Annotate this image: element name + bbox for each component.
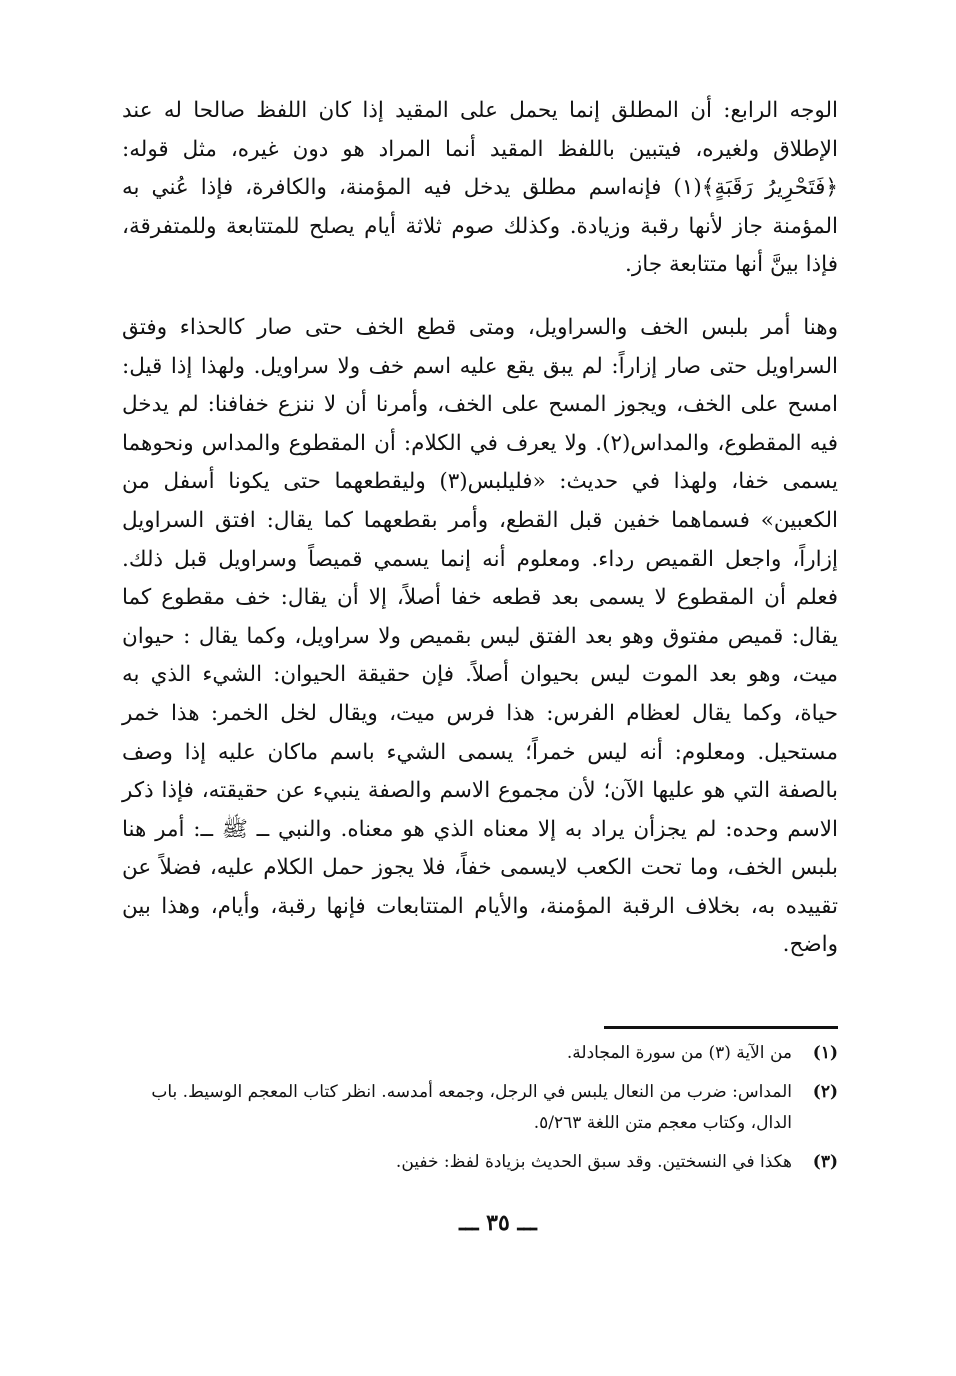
main-text bbox=[122, 92, 838, 965]
footnote-text: من الآية (٣) من سورة المجادلة. bbox=[566, 1043, 792, 1063]
footnote-2 bbox=[122, 1077, 838, 1139]
footnote-number: (٢) bbox=[812, 1082, 838, 1102]
footnote-number: (١) bbox=[812, 1043, 838, 1063]
footnote-separator bbox=[604, 1026, 838, 1029]
paragraph-1: الوجه الرابع: أن المطلق إنما يحمل على المقيد إذا كان اللفظ صالحا له عند الإطلاق ولغيره، فيتبين باللفظ المقيد أنما المراد هو دون غيره، مثل قوله: ﴿فَتَحْرِيرُ رَقَبَةٍ﴾(١) فإنه‌اسم مطلق يدخل فيه المؤمنة، والكافرة، فإذا عُني به المؤمنة جاز لأنها رقبة وزيادة. وكذلك صوم ثلاثة أيام يصلح للمتتابعة وللمتفرقة، فإذا بينَّ أنها متتابعة جاز. bbox=[122, 98, 838, 278]
footnote-3 bbox=[122, 1147, 838, 1178]
footnote-text: هكذا في النسختين. وقد سبق الحديث بزيادة لفظ: خفين. bbox=[395, 1152, 792, 1172]
paragraph-2: وهنا أمر بلبس الخف والسراويل، ومتى قطع الخف حتى صار كالحذاء وفتق السراويل حتى صار إزاراً: لم يبق يقع عليه اسم خف ولا سراويل. ولهذا إذا قيل: امسح على الخف، ويجوز المسح على الخف، وأمرنا أن لا ننزع خفافنا: لم يدخل فيه المقطوع، والمداس(٢). ولا يعرف في الكلام: أن المقطوع والمداس ونحوهما يسمى خفا، ولهذا في حديث: «فليلبس(٣) وليقطعهما حتى يكونا أسفل من الكعبين» فسماهما خفين قبل القطع، وأمر بقطعهما كما يقال: افتق السراويل إزاراً، واجعل القميص رداء. ومعلوم أنه إنما يسمي قميصاً وسراويل قبل ذلك. فعلم أن المقطوع لا يسمى بعد قطعه خفا أصلاً، إلا أن يقال: خف مقطوع كما يقال: قميص مفتوق وهو بعد الفتق ليس بقميص ولا سراويل، وكما يقال : حيوان ميت، وهو بعد الموت ليس بحيوان أصلاً. فإن حقيقة الحيوان: الشيء الذي به حياة، وكما يقال لعظام الفرس: هذا فرس ميت، ويقال لخل الخمر: هذا خمر مستحيل. ومعلوم: أنه ليس خمراً؛ يسمى الشيء باسم ماكان عليه إذا وصف بالصفة التي هو عليها الآن؛ لأن مجموع الاسم والصفة ينبيء عن حقيقته، فإذا ذكر الاسم وحده: لم يجزأن يراد به إلا معناه الذي هو معناه. والنبي ــ ﷺ ــ: أمر هنا بلبس الخف، وما تحت الكعب لايسمى خفاً، فلا يجوز حمل الكلام عليه، فضلاً عن تقييده به، بخلاف الرقبة المؤمنة، والأيام المتتابعات فإنها رقبة، وأيام، وهذا بين واضح. bbox=[122, 314, 839, 958]
footnote-text: المداس: ضرب من النعال يلبس في الرجل، وجمعه أمدسه. انظر كتاب المعجم الوسيط. باب الدال، وكتاب معجم متن اللغة ٥/٢٦٣. bbox=[151, 1082, 792, 1133]
page-number: ـــ ٣٥ ـــ bbox=[459, 1210, 537, 1236]
footnote-number: (٣) bbox=[812, 1152, 838, 1172]
footnotes bbox=[122, 1038, 838, 1178]
footnote-1 bbox=[122, 1038, 838, 1069]
